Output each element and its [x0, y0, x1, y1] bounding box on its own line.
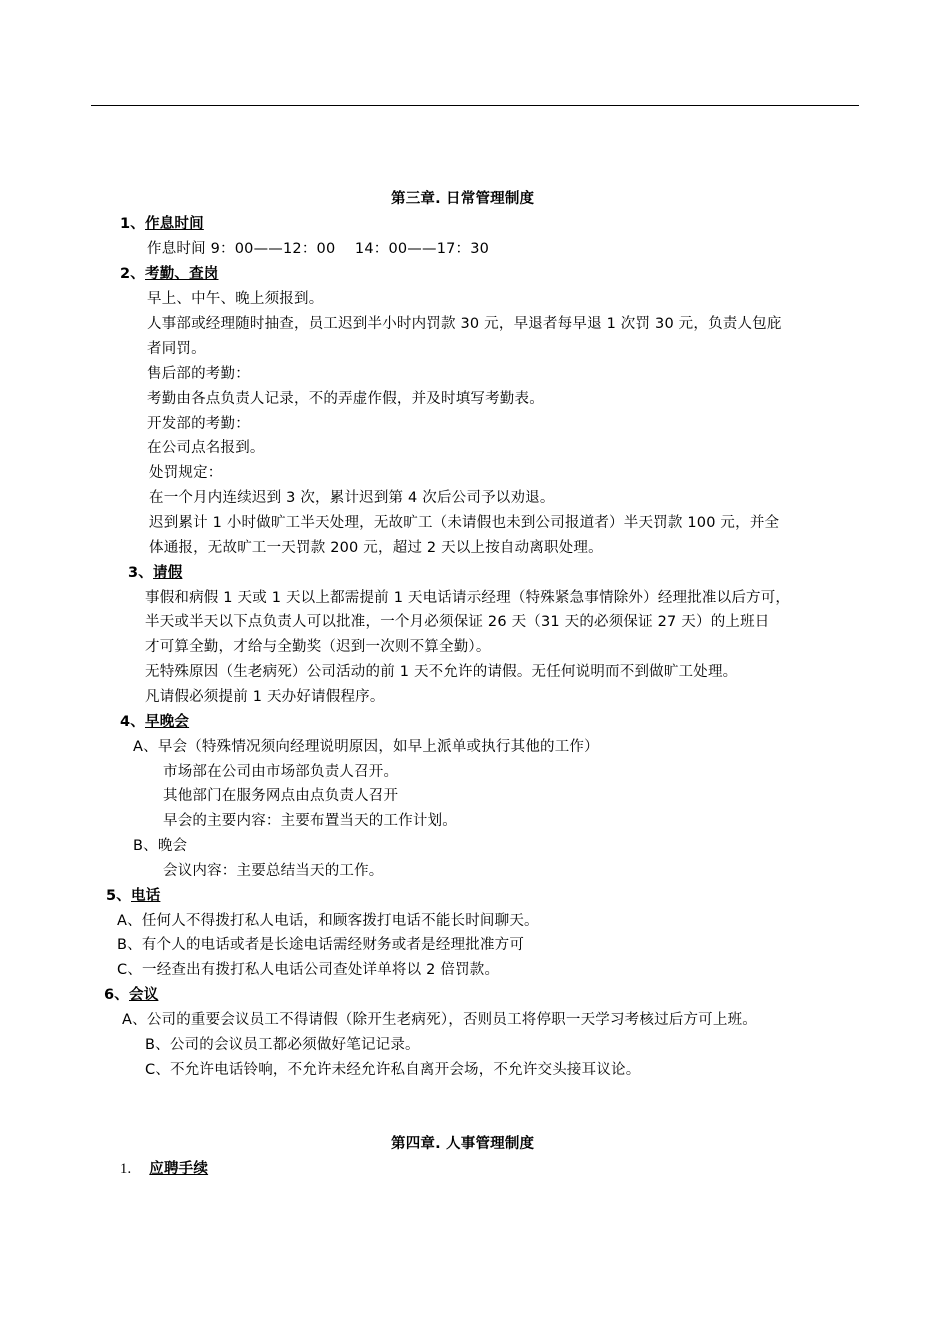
- paragraph-line: C、不允许电话铃响，不允许未经允许私自离开会场，不允许交头接耳议论。: [145, 1062, 641, 1078]
- section-3-heading: 3、请假: [128, 565, 183, 581]
- paragraph-line: 迟到累计 1 小时做旷工半天处理，无故旷工（未请假也未到公司报道者）半天罚款 100 元，并全: [149, 515, 780, 531]
- paragraph-line: B、公司的会议员工都必须做好笔记记录。: [145, 1037, 420, 1053]
- section-4-heading: 4、早晚会: [120, 714, 190, 730]
- paragraph-line: 无特殊原因（生老病死）公司活动的前 1 天不允许的请假。无任何说明而不到做旷工处理。: [145, 664, 738, 680]
- paragraph-line: A、公司的重要会议员工不得请假（除开生老病死），否则员工将停职一天学习考核过后方可上班。: [122, 1012, 757, 1028]
- paragraph-line: A、早会（特殊情况须向经理说明原因，如早上派单或执行其他的工作）: [133, 739, 599, 755]
- section-6-heading: 6、会议: [104, 987, 159, 1003]
- paragraph-line: 才可算全勤，才给与全勤奖（迟到一次则不算全勤）。: [145, 639, 491, 655]
- paragraph-line: 事假和病假 1 天或 1 天以上都需提前 1 天电话请示经理（特殊紧急事情除外）经理批准以后方可，: [145, 590, 791, 606]
- paragraph-line: 者同罚。: [147, 341, 206, 357]
- chapter-3-title: 第三章. 日常管理制度: [391, 191, 535, 207]
- chapter-4-section-1-heading: 1. 应聘手续: [120, 1161, 209, 1177]
- paragraph-line: A、任何人不得拨打私人电话，和顾客拨打电话不能长时间聊天。: [117, 913, 539, 929]
- paragraph-line: 早会的主要内容：主要布置当天的工作计划。: [163, 813, 457, 829]
- paragraph-line: 其他部门在服务网点由点负责人召开: [163, 788, 399, 804]
- paragraph-line: 开发部的考勤：: [147, 416, 250, 432]
- paragraph-line: 早上、中午、晚上须报到。: [147, 291, 324, 307]
- paragraph-line: B、晚会: [133, 838, 188, 854]
- paragraph-line: 售后部的考勤：: [147, 366, 250, 382]
- paragraph-line: 在一个月内连续迟到 3 次，累计迟到第 4 次后公司予以劝退。: [149, 490, 555, 506]
- section-1-heading: 1、作息时间: [120, 216, 204, 232]
- paragraph-line: 处罚规定：: [149, 465, 223, 481]
- paragraph-line: B、有个人的电话或者是长途电话需经财务或者是经理批准方可: [117, 937, 525, 953]
- paragraph-line: 作息时间 9：00——12：00 14：00——17：30: [147, 241, 490, 257]
- paragraph-line: 半天或半天以下点负责人可以批准，一个月必须保证 26 天（31 天的必须保证 27 天）的上班日: [145, 614, 770, 630]
- paragraph-line: 会议内容：主要总结当天的工作。: [163, 863, 384, 879]
- header-rule: [91, 105, 859, 106]
- paragraph-line: 体通报，无故旷工一天罚款 200 元，超过 2 天以上按自动离职处理。: [149, 540, 603, 556]
- paragraph-line: 在公司点名报到。: [147, 440, 265, 456]
- paragraph-line: 人事部或经理随时抽查，员工迟到半小时内罚款 30 元，早退者每早退 1 次罚 30 元，负责人包庇: [147, 316, 782, 332]
- paragraph-line: 市场部在公司由市场部负责人召开。: [163, 764, 399, 780]
- section-2-heading: 2、考勤、查岗: [120, 266, 219, 282]
- chapter-4-title: 第四章. 人事管理制度: [391, 1136, 535, 1152]
- paragraph-line: C、一经查出有拨打私人电话公司查处详单将以 2 倍罚款。: [117, 962, 500, 978]
- section-5-heading: 5、电话: [106, 888, 161, 904]
- paragraph-line: 考勤由各点负责人记录，不的弄虚作假，并及时填写考勤表。: [147, 391, 544, 407]
- paragraph-line: 凡请假必须提前 1 天办好请假程序。: [145, 689, 385, 705]
